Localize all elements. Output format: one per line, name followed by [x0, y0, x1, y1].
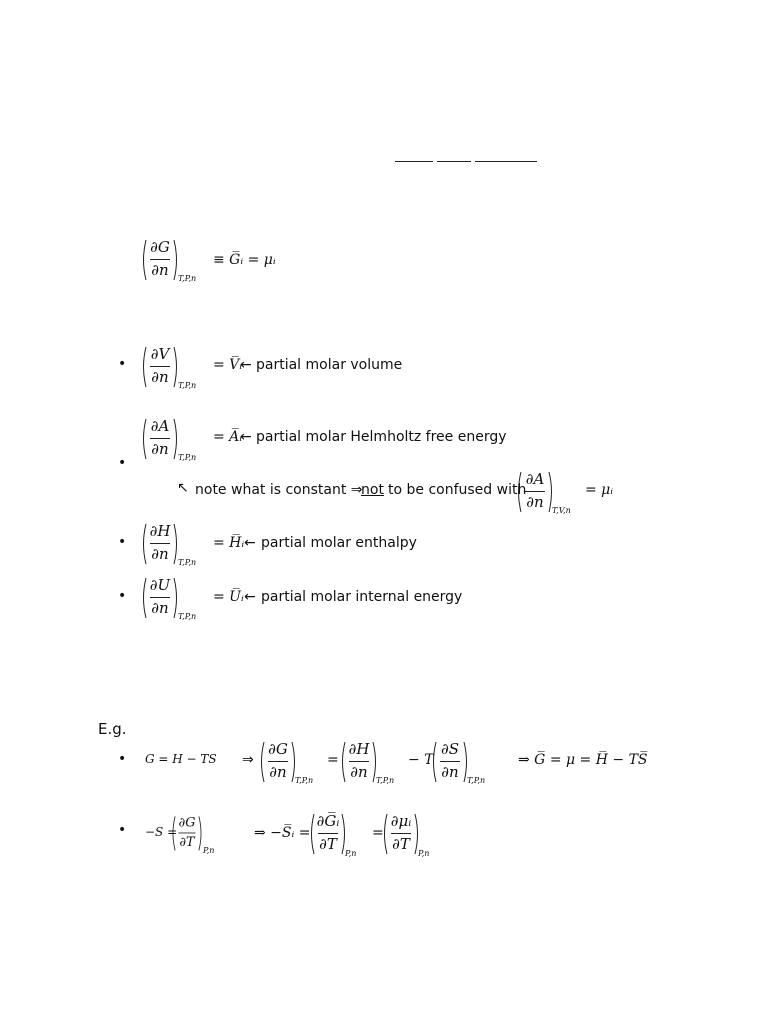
partial-derivative-V: ∂V ∂n: [140, 343, 180, 391]
blank-line-2: [437, 161, 471, 162]
bullet: •: [118, 455, 127, 471]
partial-derivative-H: ∂H ∂n: [140, 520, 180, 568]
bullet: •: [118, 534, 127, 550]
left-arrow: ←: [240, 429, 252, 445]
left-arrow: ←: [244, 589, 256, 605]
partial-derivative-U: ∂U ∂n: [140, 574, 180, 622]
example-2-mid: ⇒ −S̅ᵢ =: [254, 825, 311, 841]
item-lhs: = H̅ᵢ: [213, 535, 245, 551]
constraint-subscript: T,P,n: [178, 274, 197, 283]
partial-derivative-G-T: ∂G ∂T: [170, 813, 204, 854]
blank-line-1: [395, 161, 433, 162]
item-label: partial molar enthalpy: [261, 535, 417, 551]
partial-derivative-A-constant-V: ∂A ∂n: [515, 468, 555, 516]
item-label: partial molar volume: [256, 357, 403, 373]
note-rhs: = μᵢ: [585, 482, 614, 498]
equals: =: [327, 752, 339, 768]
note-confused-with: to be confused with: [388, 482, 527, 498]
minus-T: − T: [408, 752, 434, 768]
implies-arrow: ⇒: [242, 752, 254, 768]
partial-derivative-S: ∂S ∂n: [430, 738, 470, 786]
partial-derivative-G: [140, 236, 180, 284]
note-text: note what is constant ⇒: [195, 482, 363, 498]
partial-derivative-G: ∂G ∂n: [258, 738, 298, 786]
example-1-lhs: G = H − TS: [145, 752, 217, 766]
bullet: •: [118, 356, 127, 372]
denominator: ∂n: [151, 261, 169, 279]
item-label: partial molar internal energy: [261, 589, 463, 605]
partial-derivative-Gi-T: ∂G̅ᵢ ∂T: [308, 810, 348, 858]
equals: =: [372, 825, 384, 841]
item-label: partial molar Helmholtz free energy: [256, 429, 507, 445]
example-1-result: ⇒ G̅ = μ = H̅ − TS̅: [518, 752, 648, 768]
example-2-lhs: −S =: [145, 825, 178, 839]
numerator: ∂G: [150, 238, 170, 256]
bullet: •: [118, 588, 127, 604]
nw-arrow: ↖: [177, 480, 189, 496]
examples-heading: E.g.: [98, 720, 127, 738]
item-lhs: = A̅ᵢ: [213, 429, 243, 445]
partial-derivative-H: ∂H ∂n: [339, 738, 379, 786]
partial-derivative-A: ∂A ∂n: [140, 415, 180, 463]
item-lhs: = U̅ᵢ: [213, 589, 244, 605]
left-arrow: ←: [244, 535, 256, 551]
partial-derivative-mu-T: ∂μᵢ ∂T: [381, 810, 421, 858]
bullet: •: [118, 822, 127, 838]
definition-rhs: ≡ G̅ᵢ = μᵢ: [213, 252, 276, 268]
bullet: •: [118, 751, 127, 767]
left-arrow: ←: [240, 357, 252, 373]
blank-line-3: [475, 161, 537, 162]
item-lhs: = V̅ᵢ: [213, 357, 243, 373]
note-not: not: [361, 482, 384, 498]
